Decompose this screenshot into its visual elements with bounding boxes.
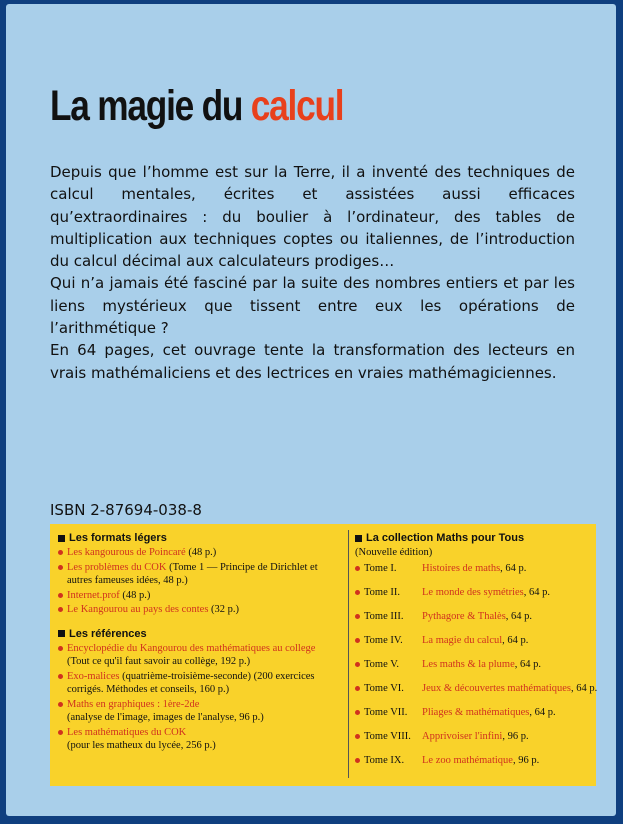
tome-pages: , 64 p.	[529, 707, 556, 718]
catalog-left-column	[58, 530, 343, 754]
list-item	[58, 670, 343, 697]
catalog-right-column	[355, 530, 598, 768]
item-detail: (pour les matheux du lycée, 256 p.)	[67, 740, 216, 751]
list-item	[58, 698, 343, 725]
item-detail: (Tome 1 — Principe de Dirichlet et autres fameuses idées, 48 p.)	[67, 561, 318, 586]
tome-pages: , 64 p.	[514, 659, 541, 670]
tome-item	[355, 754, 595, 768]
list-item	[58, 726, 343, 753]
tome-pages: , 64 p.	[502, 635, 529, 646]
references-heading-text: Les références	[69, 627, 147, 640]
collection-heading	[355, 532, 595, 544]
tome-title: Pythagore & Thalès	[422, 611, 506, 622]
tome-number: Tome VIII.	[364, 731, 411, 742]
item-title: Les problèmes du COK	[67, 561, 167, 573]
tome-item	[355, 562, 595, 576]
column-divider	[348, 530, 349, 778]
tome-title: Apprivoiser l'infini	[422, 731, 503, 742]
item-detail: (32 p.)	[208, 604, 240, 615]
tome-pages: , 96 p.	[502, 731, 529, 742]
tome-title: Le zoo mathématique	[422, 755, 513, 766]
tome-pages: , 64 p.	[523, 587, 551, 598]
item-title: Internet.prof	[67, 589, 120, 601]
tome-number: Tome II.	[364, 587, 401, 598]
formats-heading	[58, 532, 343, 544]
collection-heading-text: La collection Maths pour Tous	[366, 532, 525, 544]
tome-title: Pliages & mathématiques	[422, 707, 530, 718]
tome-number: Tome IX.	[364, 755, 405, 766]
square-bullet-icon	[58, 630, 65, 637]
blurb-paragraph-3: En 64 pages, cet ouvrage tente la transformation des lecteurs en vrais mathémaliciens et des lectrices en vraies mathémagiciennes.	[50, 341, 575, 382]
tome-title: Les maths & la plume	[422, 659, 515, 670]
formats-heading-text: Les formats légers	[69, 532, 167, 544]
book-title	[50, 82, 343, 131]
tome-title: Histoires de maths	[422, 563, 501, 574]
tome-title: Jeux & découvertes mathématiques	[422, 683, 571, 694]
tome-pages: , 96 p.	[512, 755, 540, 766]
blurb-paragraph-1: Depuis que l’homme est sur la Terre, il a inventé des techniques de calcul mentales, écrites et assistées aussi efficaces qu’extraordinaires : du boulier à l’ordinateur, des tables de multiplication aux techniques coptes ou italiennes, de l’introduction du calcul décimal aux calculateurs prodiges…	[50, 163, 575, 271]
item-title: Les mathématiques du COK	[67, 726, 187, 738]
item-title: Exo-malices	[67, 670, 120, 682]
tome-pages: , 64 p.	[571, 683, 598, 694]
tome-pages: , 64 p.	[500, 563, 527, 574]
tome-item	[355, 682, 598, 696]
tome-number: Tome VI.	[364, 683, 404, 694]
tome-title: Le monde des symétries	[422, 587, 524, 598]
tome-number: Tome VII.	[364, 707, 408, 718]
list-item	[58, 642, 343, 669]
collection-subheading: (Nouvelle édition)	[355, 547, 433, 558]
tome-number: Tome IV.	[364, 635, 403, 646]
tome-item	[355, 730, 595, 744]
tome-number: Tome III.	[364, 611, 404, 622]
item-title: Encyclopédie du Kangourou des mathématiques au college	[67, 642, 316, 654]
tome-number: Tome I.	[364, 563, 397, 574]
item-title: Maths en graphiques : 1ère-2de	[67, 698, 200, 710]
tome-item	[355, 658, 595, 672]
tome-title: La magie du calcul	[422, 635, 503, 646]
list-item	[58, 603, 343, 617]
title-accent: calcul	[250, 82, 344, 130]
item-detail: (48 p.)	[185, 547, 217, 558]
catalog-panel	[50, 524, 596, 786]
item-detail: (48 p.)	[119, 589, 151, 601]
square-bullet-icon	[355, 535, 362, 542]
back-cover	[6, 4, 616, 816]
tome-item	[355, 706, 595, 720]
item-detail: (analyse de l'image, images de l'analyse, 96 p.)	[67, 712, 264, 723]
tome-number: Tome V.	[364, 659, 400, 670]
tome-item	[355, 610, 595, 624]
square-bullet-icon	[58, 535, 65, 542]
item-title: Les kangourous de Poincaré	[67, 547, 186, 558]
blurb	[50, 161, 575, 384]
references-heading	[58, 628, 343, 640]
tome-item	[355, 634, 595, 648]
list-item	[58, 589, 343, 603]
item-detail: (quatrième-troisième-seconde) (200 exercices corrigés. Méthodes et conseils, 160 p.)	[67, 670, 315, 695]
list-item	[58, 546, 343, 560]
blurb-paragraph-2: Qui n’a jamais été fasciné par la suite des nombres entiers et par les liens mystérieux que tissent entre eux les opérations de l’arithmétique ?	[50, 274, 575, 338]
isbn: ISBN 2-87694-038-8	[50, 501, 202, 519]
tome-pages: , 64 p.	[505, 611, 533, 622]
tome-item	[355, 586, 595, 600]
item-detail: (Tout ce qu'il faut savoir au collège, 192 p.)	[67, 656, 251, 667]
title-main: La magie du	[50, 82, 251, 130]
item-title: Le Kangourou au pays des contes	[67, 604, 209, 615]
list-item	[58, 561, 343, 588]
